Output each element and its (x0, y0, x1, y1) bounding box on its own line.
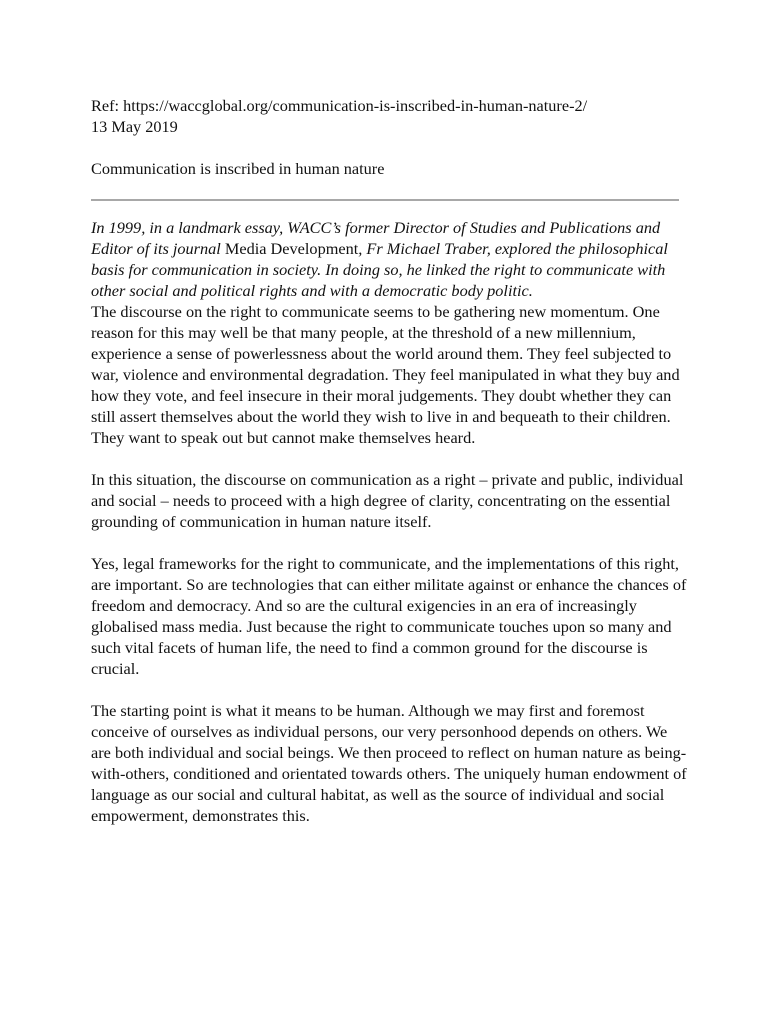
reference-prefix: Ref: (91, 96, 124, 115)
journal-name: Media Development (224, 239, 359, 258)
lead-text-part-3: , explored the philosophical basis for communication in society. In doing so, he linked the right to communicate with other social and political rights and with a democratic body politic. (91, 239, 668, 300)
article-lead (91, 217, 691, 301)
author-name: Fr Michael Traber (366, 239, 487, 258)
publication-date: 13 May 2019 (91, 117, 178, 136)
document-page (91, 95, 691, 826)
article-title: Communication is inscribed in human nature (91, 159, 385, 178)
reference-line (91, 95, 691, 116)
body-paragraph-3: Yes, legal frameworks for the right to communicate, and the implementations of this right, are important. So are technologies that can either militate against or enhance the chances of freedom and democracy. And so are the cultural exigencies in an era of increasingly globalised mass media. Just because the right to communicate touches upon so many and such vital facets of human life, the need to find a common ground for the discourse is crucial. (91, 554, 687, 678)
reference-url[interactable]: https://waccglobal.org/communication-is-inscribed-in-human-nature-2/ (123, 96, 588, 115)
lead-text-part-1: In 1999, in a landmark essay, WACC’s former Director of Studies and Publications and Editor of its journal (91, 218, 661, 258)
body-paragraph-1: The discourse on the right to communicate seems to be gathering new momentum. One reason for this may well be that many people, at the threshold of a new millennium, experience a sense of powerlessness about the world around them. They feel subjected to war, violence and environmental degradation. They feel manipulated in what they buy and how they vote, and feel insecure in their moral judgements. They doubt whether they can still assert themselves about the world they wish to live in and bequeath to their children. They want to speak out but cannot make themselves heard. (91, 302, 680, 447)
horizontal-divider (91, 199, 679, 201)
lead-text-part-2: , (358, 239, 367, 258)
body-paragraph-4: The starting point is what it means to be human. Although we may first and foremost conceive of ourselves as individual persons, our very personhood depends on others. We are both individual and social beings. We then proceed to reflect on human nature as being-with-others, conditioned and orientated towards others. The uniquely human endowment of language as our social and cultural habitat, as well as the source of individual and social empowerment, demonstrates this. (91, 701, 687, 825)
body-paragraph-2: In this situation, the discourse on communication as a right – private and public, individual and social – needs to proceed with a high degree of clarity, concentrating on the essential grounding of communication in human nature itself. (91, 470, 684, 531)
